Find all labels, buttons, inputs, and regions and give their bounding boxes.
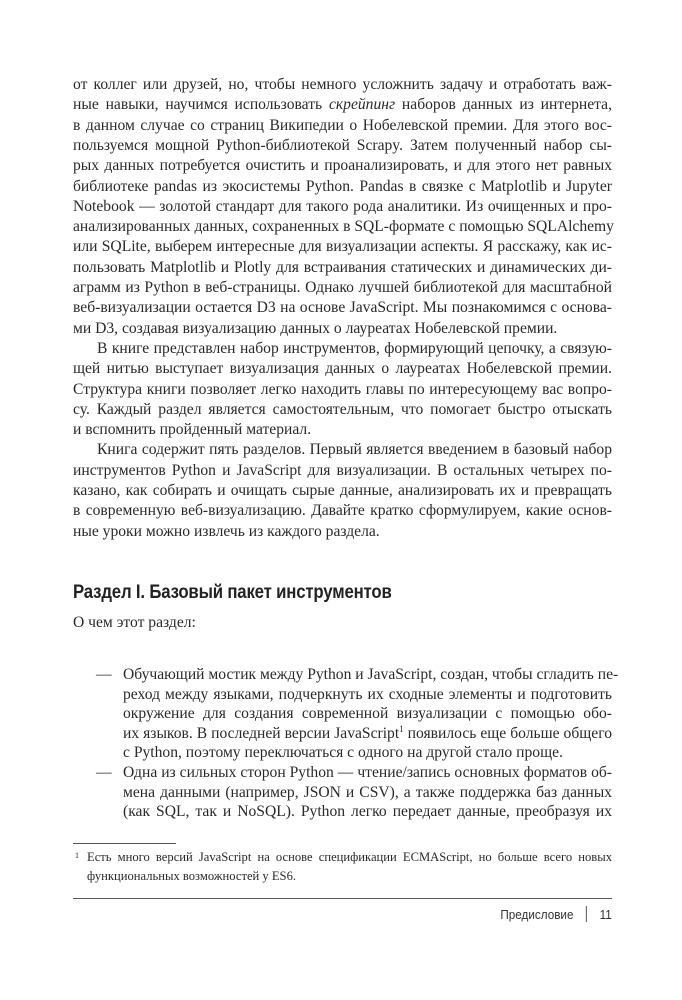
text-line: библиотеке pandas из экосистемы Python. Pandas в связке с Matplotlib и Jupyter (73, 177, 612, 195)
text-line: су. Каждый раздел является самостоятельным, что помогает быстро отыскать (73, 400, 612, 418)
text-line: Обучающий мостик между Python и JavaScript, создан, чтобы сгладить пе- (123, 666, 619, 683)
text-line: Структура книги позволяет легко находить главы по интересующему вас вопро- (73, 380, 612, 398)
dash-bullet: — (96, 764, 112, 781)
text-line: щей нитью выступает визуализация данных о лауреатах Нобелевской премии. (73, 360, 612, 378)
text-line: веб-визуализации остается D3 на основе JavaScript. Мы познакомимся с основа- (73, 299, 612, 317)
text-line: ные уроки можно извлечь из каждого раздела. (73, 522, 380, 540)
text-line: реход между языками, подчеркнуть их сходные элементы и подготовить (123, 685, 612, 703)
footnote-divider (73, 843, 176, 844)
section-heading: Раздел I. Базовый пакет инструментов (73, 581, 392, 603)
text-line: и вспомнить пройденный материал. (73, 421, 312, 439)
text-line: пользовать Matplotlib и Plotly для встраивания статических и динамических ди- (73, 258, 612, 276)
text-line: или SQLite, выберем интересные для визуализации аспекты. Я расскажу, как ис- (73, 238, 612, 256)
footnote-line: функциональных возможностей у ES6. (87, 869, 297, 883)
text-line: В книге представлен набор инструментов, формирующий цепочку, а связую- (97, 339, 612, 357)
text-line: казано, как собирать и очищать сырые данные, анализировать их и превращать (73, 482, 612, 499)
text-line: ми D3, создавая визуализацию данных о лауреатах Нобелевской премии. (73, 319, 558, 337)
text-line: окружение для создания современной визуализации с помощью обо- (123, 705, 612, 723)
footnote-ref[interactable]: 1 (399, 723, 404, 734)
footer-separator (586, 906, 587, 922)
text-span: их языков. В последней версии JavaScript (123, 724, 400, 742)
text-line: (как SQL, так и NoSQL). Python легко передает данные, преобразуя их (123, 803, 612, 821)
text-line (123, 724, 612, 744)
text-line: Книга содержит пять разделов. Первый является введением в базовый набор (97, 441, 612, 459)
text-line: от коллег или друзей, но, чтобы немного усложнить задачу и отработать важ- (73, 76, 612, 93)
text-line: с Python, поэтому переключаться с одного на другой стало проще. (123, 744, 563, 762)
text-line: рых данных потребуется очистить и проанализировать, и для этого нет равных (73, 157, 612, 175)
text-line: в современную веб-визуализацию. Давайте кратко сформулируем, какие основ- (73, 502, 612, 520)
footnote-mark: 1 (75, 851, 79, 860)
text-span: ные навыки, научимся использовать (73, 96, 329, 114)
text-line: аграмм из Python в веб-страницы. Однако лучшей библиотекой для масштабной (73, 279, 612, 296)
dash-bullet: — (96, 666, 112, 683)
text-line: анализированных данных, сохраненных в SQL-формате с помощью SQLAlchemy (73, 218, 614, 236)
text-line (73, 95, 612, 115)
page-number: 11 (599, 906, 612, 922)
footnote-line: Есть много версий JavaScript на основе спецификации ECMAScript, но больше всего новых (87, 850, 612, 864)
text-line: мена данными (например, JSON и CSV), а также поддержка баз данных (123, 783, 612, 801)
text-line: в данном случае со страниц Википедии о Нобелевской премии. Для этого вос- (73, 116, 612, 134)
text-span: появилось еще больше общего (403, 724, 612, 742)
running-section-title: Предисловие (500, 906, 574, 922)
footer-divider (73, 898, 612, 899)
text-line: инструментов Python и JavaScript для визуализации. В остальных четырех по- (73, 461, 612, 479)
text-line: пользуемся мощной Python-библиотекой Scrapy. Затем полученный набор сы- (73, 136, 612, 154)
text-line: Одна из сильных сторон Python — чтение/запись основных форматов об- (123, 764, 612, 781)
page-footer (501, 906, 612, 922)
italic-term: скрейпинг (328, 96, 396, 114)
section-intro: О чем этот раздел: (73, 614, 196, 631)
text-line: Notebook — золотой стандарт для такого рода аналитики. Из очищенных и про- (73, 197, 612, 215)
text-span: наборов данных из интернета, (395, 96, 612, 114)
